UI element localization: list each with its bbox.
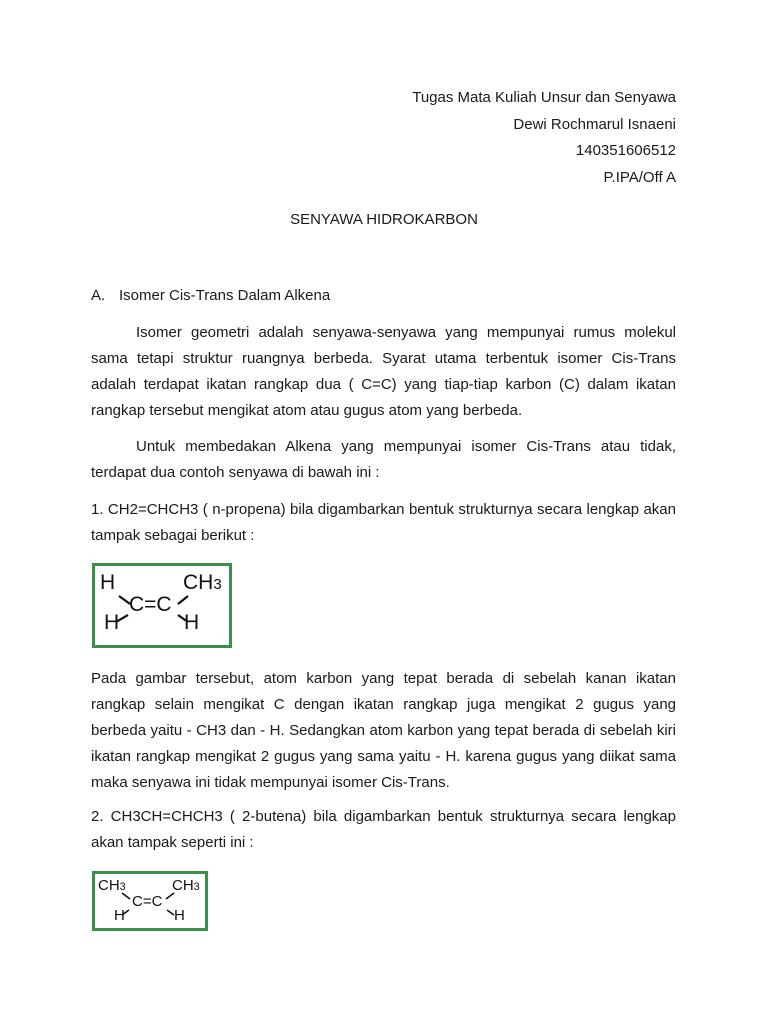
paragraph-example-1: 1. CH2=CHCH3 ( n-propena) bila digambarkan bentuk strukturnya secara lengkap akan tampak sebagai berikut : bbox=[91, 501, 676, 544]
atom-h-bottom-left: H bbox=[104, 611, 120, 634]
atom-h-top-left: H bbox=[100, 571, 116, 594]
subscript-3: 3 bbox=[213, 576, 222, 593]
course-line: Tugas Mata Kuliah Unsur dan Senyawa bbox=[412, 89, 676, 106]
group-ch3-top-left bbox=[98, 877, 126, 894]
subscript-3: 3 bbox=[193, 881, 200, 893]
paragraph-example-2: 2. CH3CH=CHCH3 ( 2-butena) bila digambarkan bentuk strukturnya secara lengkap akan tampak seperti ini : bbox=[91, 808, 676, 851]
student-id: 140351606512 bbox=[575, 142, 676, 159]
double-bond-center: C=C bbox=[132, 893, 163, 910]
group-ch3-top-right bbox=[183, 571, 222, 595]
group-ch3-text: CH bbox=[183, 571, 214, 594]
subscript-3: 3 bbox=[119, 881, 126, 893]
document-header bbox=[412, 85, 676, 191]
document-title: SENYAWA HIDROKARBON bbox=[290, 211, 478, 228]
propene-structure-figure bbox=[92, 563, 232, 648]
atom-h-bottom-right: H bbox=[184, 611, 200, 634]
section-heading bbox=[91, 287, 330, 304]
paragraph-propene-explanation: Pada gambar tersebut, atom karbon yang tepat berada di sebelah kanan ikatan rangkap selain mengikat C dengan ikatan rangkap juga mengikat 2 gugus yang berbeda yaitu - CH3 dan - H. Sedangkan atom karbon yang tepat berada di sebelah kiri ikatan rangkap mengikat 2 gugus yang sama yaitu - H. karena gugus yang diikat sama maka senyawa ini tidak mempunyai isomer Cis-Trans. bbox=[91, 670, 676, 791]
group-ch3-top-right bbox=[172, 877, 200, 894]
double-bond-center: C=C bbox=[129, 593, 172, 616]
section-letter: A. bbox=[91, 287, 106, 304]
atom-h-bottom-left: H bbox=[114, 907, 125, 924]
section-heading-text: Isomer Cis-Trans Dalam Alkena bbox=[119, 287, 331, 304]
atom-h-bottom-right: H bbox=[174, 907, 185, 924]
butene-structure-figure bbox=[92, 871, 208, 931]
group-ch3-text: CH bbox=[98, 877, 120, 894]
group-ch3-text: CH bbox=[172, 877, 194, 894]
paragraph-intro-examples: Untuk membedakan Alkena yang mempunyai isomer Cis-Trans atau tidak, terdapat dua contoh senyawa di bawah ini : bbox=[91, 438, 676, 481]
paragraph-isomer-definition: Isomer geometri adalah senyawa-senyawa yang mempunyai rumus molekul sama tetapi struktur ruangnya berbeda. Syarat utama terbentuk isomer Cis-Trans adalah terdapat ikatan rangkap dua ( C=C) yang tiap-tiap karbon (C) dalam ikatan rangkap tersebut mengikat atom atau gugus atom yang berbeda. bbox=[91, 324, 676, 419]
class-line: P.IPA/Off A bbox=[603, 168, 676, 186]
author-name: Dewi Rochmarul Isnaeni bbox=[513, 115, 676, 133]
